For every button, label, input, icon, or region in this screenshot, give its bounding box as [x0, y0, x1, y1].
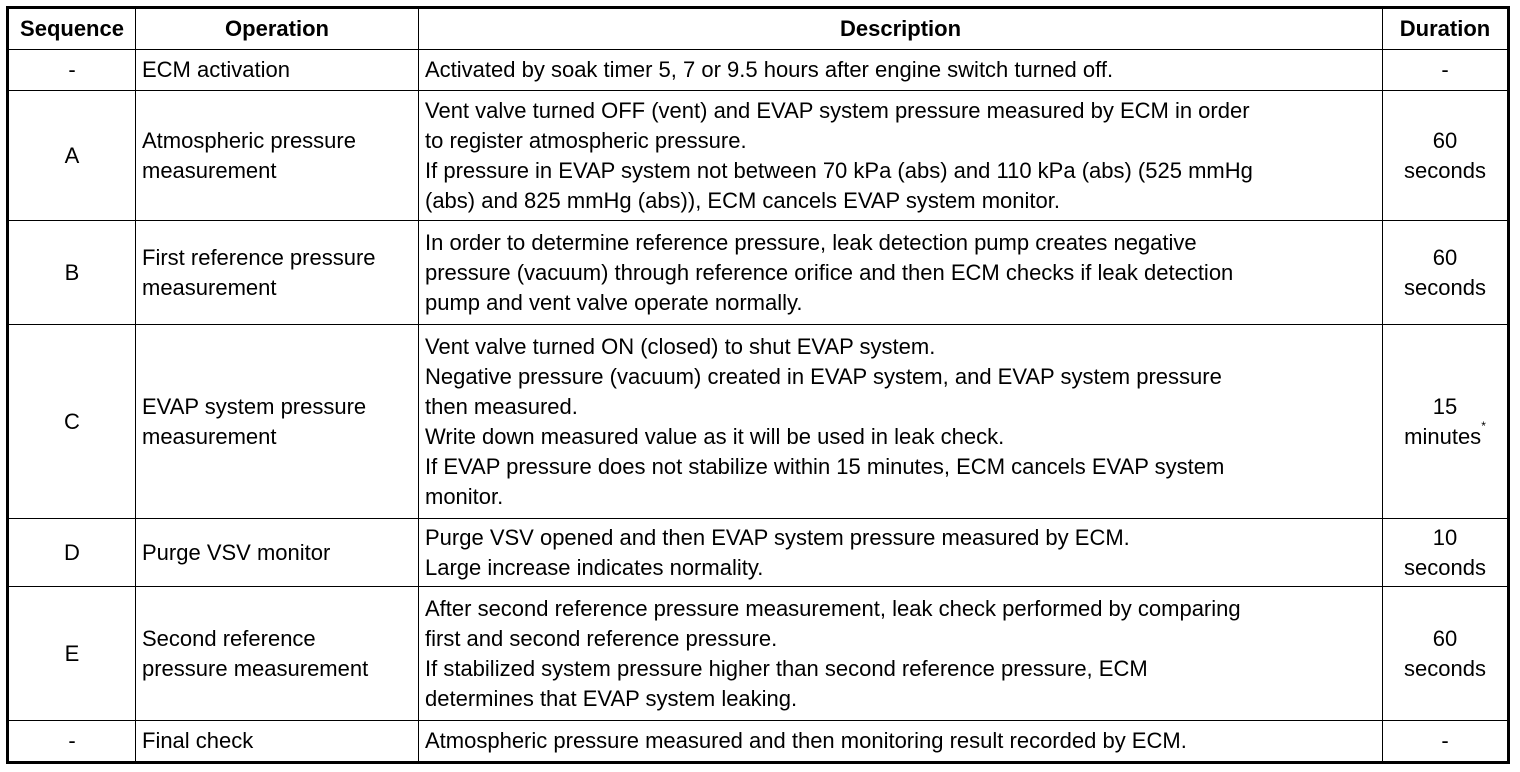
description-line: Write down measured value as it will be used in leak check. — [425, 423, 1005, 449]
description-cell — [419, 91, 1383, 221]
description-line: If stabilized system pressure higher than second reference pressure, ECM — [425, 655, 1148, 681]
duration-line — [1389, 156, 1501, 186]
duration-text: 60 — [1432, 127, 1458, 153]
table-row — [8, 221, 1509, 325]
operation-line: pressure measurement — [142, 655, 369, 681]
duration-line — [1389, 273, 1501, 303]
table-row — [8, 50, 1509, 91]
duration-line — [1389, 243, 1501, 273]
duration-cell — [1383, 221, 1509, 325]
description-cell — [419, 325, 1383, 519]
table-row — [8, 519, 1509, 587]
duration-cell — [1383, 91, 1509, 221]
description-line: then measured. — [425, 393, 578, 419]
sequence-cell: B — [8, 221, 136, 325]
operation-cell — [136, 587, 419, 721]
sequence-cell: E — [8, 587, 136, 721]
duration-cell — [1383, 721, 1509, 763]
table-row — [8, 91, 1509, 221]
duration-text: minutes — [1404, 423, 1482, 449]
operation-cell — [136, 325, 419, 519]
duration-cell — [1383, 587, 1509, 721]
table-row — [8, 587, 1509, 721]
description-cell — [419, 721, 1383, 763]
duration-line — [1389, 392, 1501, 422]
table-row — [8, 721, 1509, 763]
duration-text: 10 — [1432, 524, 1458, 550]
duration-line — [1389, 126, 1501, 156]
operation-line: Atmospheric pressure — [142, 127, 356, 153]
operation-cell — [136, 91, 419, 221]
description-line: Purge VSV opened and then EVAP system pressure measured by ECM. — [425, 524, 1130, 550]
table-header — [8, 8, 1509, 50]
header-row — [8, 8, 1509, 50]
duration-line — [1389, 55, 1501, 85]
description-line: (abs) and 825 mmHg (abs)), ECM cancels EVAP system monitor. — [425, 187, 1060, 213]
description-header: Description — [419, 8, 1383, 50]
duration-text: 60 — [1432, 244, 1458, 270]
duration-line — [1389, 654, 1501, 684]
sequence-cell: A — [8, 91, 136, 221]
duration-line — [1389, 553, 1501, 583]
description-line: Large increase indicates normality. — [425, 554, 764, 580]
evap-monitor-sequence-table — [6, 6, 1510, 764]
table-body — [8, 50, 1509, 763]
description-cell — [419, 587, 1383, 721]
description-line: to register atmospheric pressure. — [425, 127, 747, 153]
table-row — [8, 325, 1509, 519]
duration-header: Duration — [1383, 8, 1509, 50]
description-line: monitor. — [425, 483, 504, 509]
operation-cell — [136, 519, 419, 587]
footnote-mark: * — [1481, 418, 1486, 433]
operation-cell — [136, 221, 419, 325]
operation-cell — [136, 50, 419, 91]
description-cell — [419, 221, 1383, 325]
duration-cell — [1383, 325, 1509, 519]
operation-line: Final check — [142, 728, 254, 753]
duration-line — [1389, 523, 1501, 553]
duration-line — [1389, 624, 1501, 654]
description-line: determines that EVAP system leaking. — [425, 685, 798, 711]
description-line: Activated by soak timer 5, 7 or 9.5 hours after engine switch turned off. — [425, 57, 1114, 82]
duration-text: seconds — [1404, 655, 1486, 681]
operation-line: measurement — [142, 157, 277, 183]
duration-line — [1389, 726, 1501, 756]
operation-cell — [136, 721, 419, 763]
duration-text: - — [1441, 728, 1449, 753]
operation-line: EVAP system pressure — [142, 393, 367, 419]
description-line: Atmospheric pressure measured and then monitoring result recorded by ECM. — [425, 728, 1187, 753]
sequence-cell: - — [8, 50, 136, 91]
description-cell — [419, 519, 1383, 587]
sequence-cell: D — [8, 519, 136, 587]
operation-line: measurement — [142, 423, 277, 449]
duration-text: - — [1441, 57, 1449, 82]
description-line: pump and vent valve operate normally. — [425, 289, 803, 315]
operation-line: First reference pressure — [142, 244, 376, 270]
duration-text: seconds — [1404, 274, 1486, 300]
operation-header: Operation — [136, 8, 419, 50]
operation-line: Second reference — [142, 625, 316, 651]
description-line: Vent valve turned OFF (vent) and EVAP system pressure measured by ECM in order — [425, 97, 1250, 123]
duration-line — [1389, 418, 1501, 452]
description-line: If pressure in EVAP system not between 70 kPa (abs) and 110 kPa (abs) (525 mmHg — [425, 157, 1253, 183]
description-line: pressure (vacuum) through reference orifice and then ECM checks if leak detection — [425, 259, 1234, 285]
duration-text: seconds — [1404, 554, 1486, 580]
duration-cell — [1383, 50, 1509, 91]
description-line: first and second reference pressure. — [425, 625, 778, 651]
description-line: Vent valve turned ON (closed) to shut EVAP system. — [425, 333, 936, 359]
description-line: In order to determine reference pressure, leak detection pump creates negative — [425, 229, 1197, 255]
operation-line: ECM activation — [142, 57, 290, 82]
description-line: If EVAP pressure does not stabilize within 15 minutes, ECM cancels EVAP system — [425, 453, 1225, 479]
operation-line: Purge VSV monitor — [142, 539, 331, 565]
description-line: Negative pressure (vacuum) created in EVAP system, and EVAP system pressure — [425, 363, 1222, 389]
duration-text: 60 — [1432, 625, 1458, 651]
description-cell — [419, 50, 1383, 91]
sequence-header: Sequence — [8, 8, 136, 50]
duration-text: 15 — [1432, 393, 1458, 419]
duration-cell — [1383, 519, 1509, 587]
sequence-cell: - — [8, 721, 136, 763]
duration-text: seconds — [1404, 157, 1486, 183]
sequence-cell: C — [8, 325, 136, 519]
operation-line: measurement — [142, 274, 277, 300]
description-line: After second reference pressure measurement, leak check performed by comparing — [425, 595, 1241, 621]
